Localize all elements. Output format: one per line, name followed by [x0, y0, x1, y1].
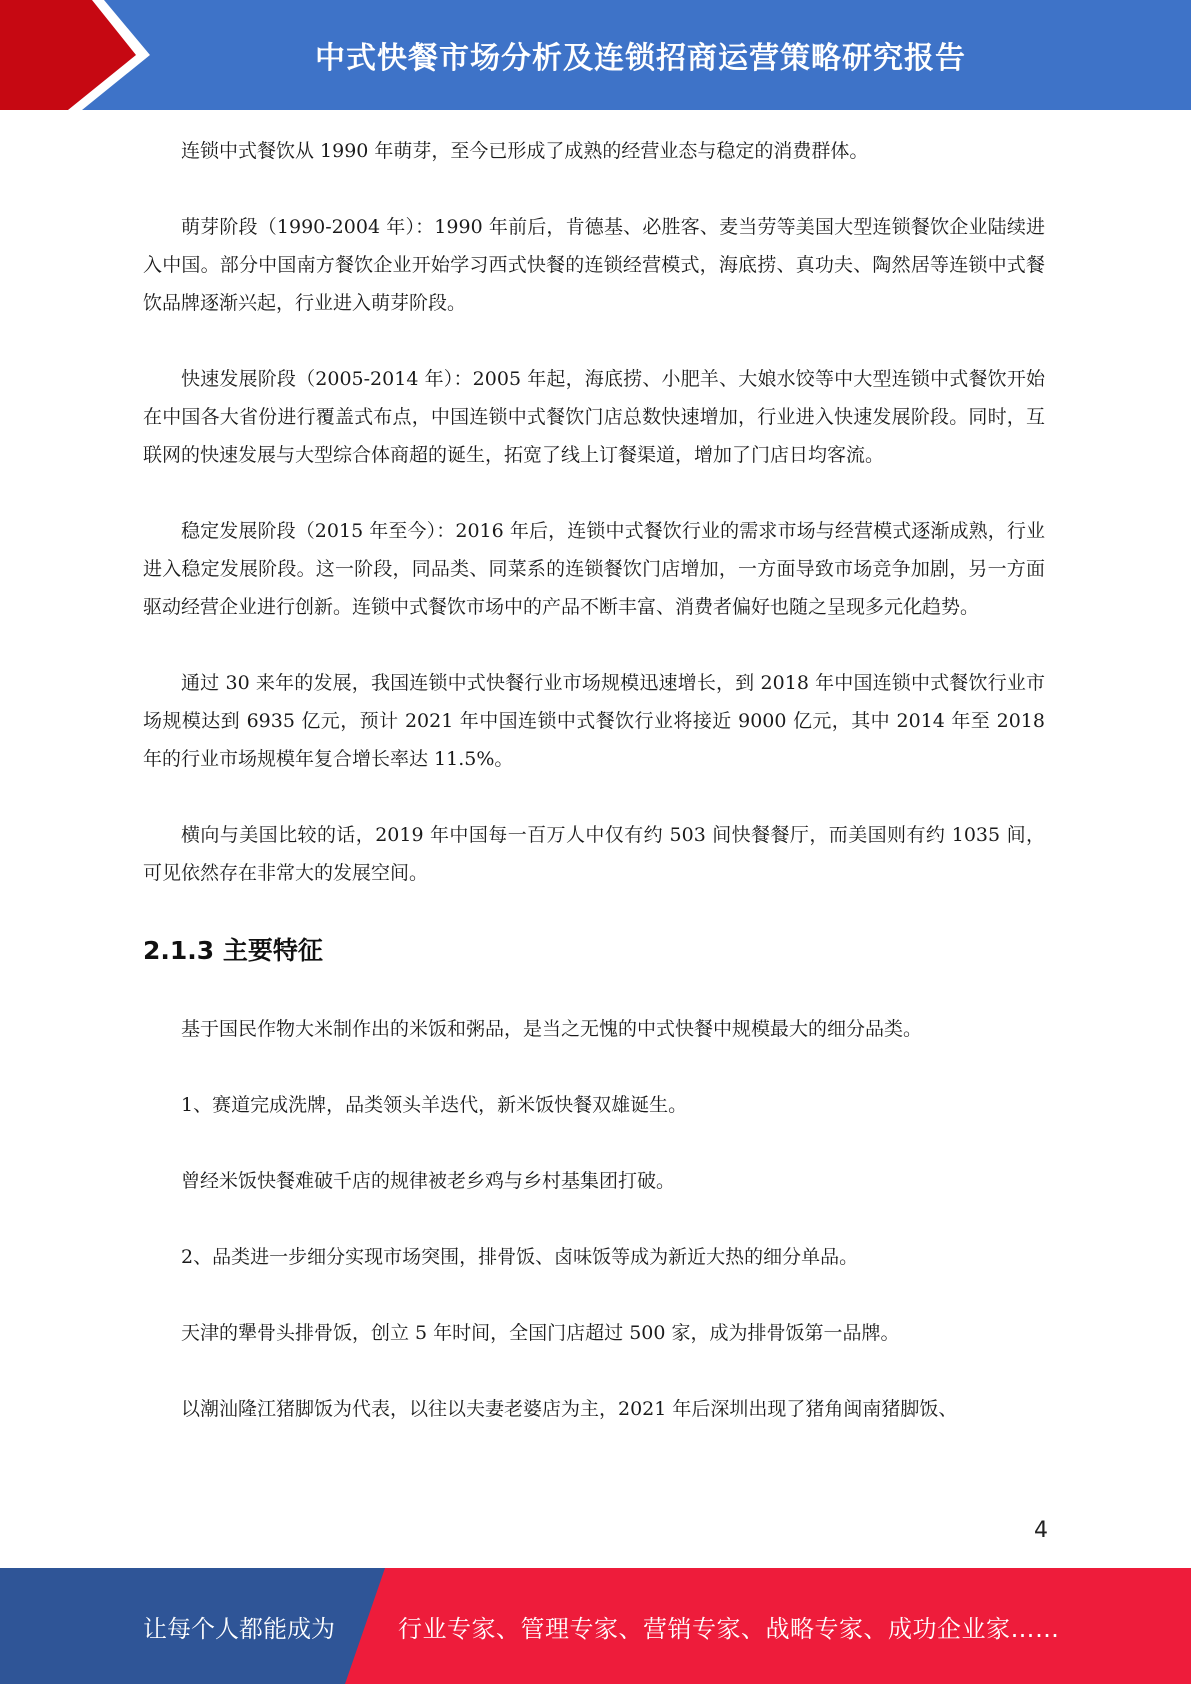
section-heading: 2.1.3 主要特征 [143, 936, 323, 965]
footer-slogan-right: 行业专家、管理专家、营销专家、战略专家、成功企业家…… [398, 1614, 1060, 1643]
footer-slogan-left: 让每个人都能成为 [143, 1614, 335, 1643]
paragraph-rice-category: 基于国民作物大米制作出的米饭和粥品，是当之无愧的中式快餐中规模最大的细分品类。 [181, 1018, 923, 1040]
header-red-arrow [0, 0, 150, 110]
paragraph-point-2-detail: 天津的犟骨头排骨饭，创立 5 年时间，全国门店超过 500 家，成为排骨饭第一品牌。 [181, 1322, 900, 1344]
body-content [143, 132, 1045, 1466]
paragraph-market-size: 通过 30 来年的发展，我国连锁中式快餐行业市场规模迅速增长，到 2018 年中国连锁中式餐饮行业市场规模达到 6935 亿元，预计 2021 年中国连锁中式餐饮行业将接近 9000 亿元，其中 2014 年至 2018 年的行业市场规模年复合增长率达 11.5%。 [143, 672, 1045, 770]
paragraph-us-comparison: 横向与美国比较的话，2019 年中国每一百万人中仅有约 503 间快餐餐厅，而美国则有约 1035 间，可见依然存在非常大的发展空间。 [143, 824, 1045, 884]
paragraph-pork-rice: 以潮汕隆江猪脚饭为代表，以往以夫妻老婆店为主，2021 年后深圳出现了猪角闽南猪脚饭、 [181, 1398, 958, 1420]
paragraph-point-2: 2、品类进一步细分实现市场突围，排骨饭、卤味饭等成为新近大热的细分单品。 [181, 1246, 859, 1268]
paragraph-stable-stage: 稳定发展阶段（2015 年至今）：2016 年后，连锁中式餐饮行业的需求市场与经营模式逐渐成熟，行业进入稳定发展阶段。这一阶段，同品类、同菜系的连锁餐饮门店增加，一方面导致市场竞争加剧，另一方面驱动经营企业进行创新。连锁中式餐饮市场中的产品不断丰富、消费者偏好也随之呈现多元化趋势。 [143, 520, 1045, 618]
paragraph-sprouting-stage: 萌芽阶段（1990-2004 年）：1990 年前后，肯德基、必胜客、麦当劳等美国大型连锁餐饮企业陆续进入中国。部分中国南方餐饮企业开始学习西式快餐的连锁经营模式，海底捞、真功夫、陶然居等连锁中式餐饮品牌逐渐兴起，行业进入萌芽阶段。 [143, 216, 1045, 314]
paragraph-intro: 连锁中式餐饮从 1990 年萌芽，至今已形成了成熟的经营业态与稳定的消费群体。 [181, 140, 869, 162]
page-number: 4 [1034, 1518, 1048, 1543]
report-title: 中式快餐市场分析及连锁招商运营策略研究报告 [315, 41, 966, 76]
paragraph-point-1-detail: 曾经米饭快餐难破千店的规律被老乡鸡与乡村基集团打破。 [181, 1170, 676, 1192]
paragraph-point-1: 1、赛道完成洗牌，品类领头羊迭代，新米饭快餐双雄诞生。 [181, 1094, 688, 1116]
page-footer [0, 1568, 1191, 1684]
paragraph-rapid-growth-stage: 快速发展阶段（2005-2014 年）：2005 年起，海底捞、小肥羊、大娘水饺等中大型连锁中式餐饮开始在中国各大省份进行覆盖式布点，中国连锁中式餐饮门店总数快速增加，行业进入快速发展阶段。同时，互联网的快速发展与大型综合体商超的诞生，拓宽了线上订餐渠道，增加了门店日均客流。 [143, 368, 1045, 466]
page-header [0, 0, 1191, 110]
